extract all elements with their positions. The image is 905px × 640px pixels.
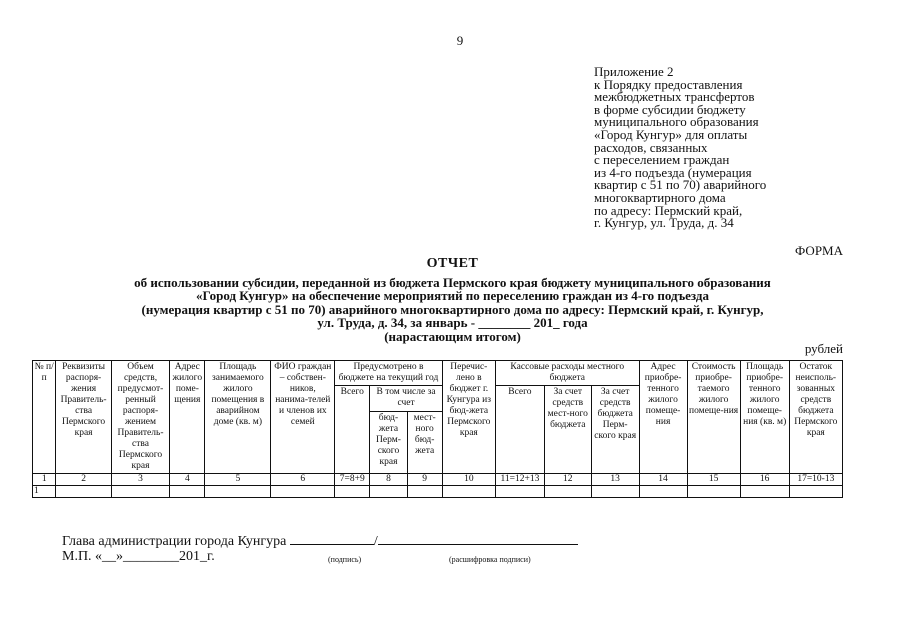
decoding-caption: (расшифровка подписи) (449, 555, 531, 564)
signature-caption: (подпись) (328, 555, 362, 564)
column-number: 1 (33, 474, 56, 486)
header-row (33, 361, 843, 386)
header-cell: Перечис-лено в бюджет г. Кунгура из бюд-жета Пермского края (442, 361, 495, 474)
table-cell (591, 486, 639, 498)
column-number: 9 (407, 474, 442, 486)
appendix-line: «Город Кунгур» для оплаты (594, 126, 748, 142)
header-cell: Реквизиты распоря-жения Правитель-ства Пермского края (56, 361, 111, 474)
header-cell: ФИО граждан – собствен-ников, нанима-телей и членов их семей (271, 361, 335, 474)
table-cell (639, 486, 687, 498)
appendix-line: с переселением граждан (594, 152, 730, 168)
column-number: 5 (205, 474, 271, 486)
table-cell (111, 486, 170, 498)
header-cell: Адрес приобре-тенного жилого помеще-ния (639, 361, 687, 474)
header-group-cash: Кассовые расходы местного бюджета (495, 361, 639, 386)
appendix-line: муниципального образования (594, 114, 759, 130)
table-row (33, 486, 843, 498)
header-cell: Адрес жилого поме-щения (170, 361, 205, 474)
signature-line (62, 532, 578, 550)
column-number: 15 (687, 474, 740, 486)
signature-separator: / (373, 534, 378, 549)
appendix-block (594, 66, 766, 230)
header-cell: За счет средств мест-ного бюджета (544, 386, 591, 474)
report-subtitle-line: (нарастающим итогом) (384, 328, 521, 344)
report-title: ОТЧЕТ (426, 256, 479, 271)
report-subtitle (0, 276, 905, 343)
table-cell (442, 486, 495, 498)
header-cell: бюд-жета Перм-ского края (370, 412, 407, 474)
units-label: рублей (804, 341, 843, 356)
report-subtitle-line: (нумерация квартир с 51 по 70) аварийного многоквартирного дома по адресу: Пермский край, г. Кунгур, (141, 301, 764, 317)
column-number: 12 (544, 474, 591, 486)
header-cell: Площадь приобре-тенного жилого помеще-ния (кв. м) (740, 361, 789, 474)
header-cell: Стоимость приобре-таемого жилого помеще-ния (687, 361, 740, 474)
header-cell: Всего (495, 386, 544, 474)
column-number: 11=12+13 (495, 474, 544, 486)
header-cell: За счет средств бюджета Перм-ского края (591, 386, 639, 474)
signature-blank[interactable] (290, 532, 374, 545)
column-number: 14 (639, 474, 687, 486)
appendix-line: межбюджетных трансфертов (594, 89, 755, 105)
forma-label: ФОРМА (795, 243, 843, 258)
table-cell (205, 486, 271, 498)
column-number: 4 (170, 474, 205, 486)
appendix-line: Приложение 2 (594, 64, 674, 79)
table-cell (407, 486, 442, 498)
table-cell (335, 486, 370, 498)
column-number: 8 (370, 474, 407, 486)
header-group-budget: Предусмотрено в бюджете на текущий год (335, 361, 442, 386)
column-number: 6 (271, 474, 335, 486)
appendix-line: расходов, связанных (594, 139, 708, 155)
table-cell (56, 486, 111, 498)
appendix-line: по адресу: Пермский край, (594, 202, 743, 218)
column-number: 17=10-13 (789, 474, 842, 486)
page-number: 9 (456, 33, 464, 48)
table-cell (740, 486, 789, 498)
table-cell (789, 486, 842, 498)
header-cell: Площадь занимаемого жилого помещения в аварийном доме (кв. м) (205, 361, 271, 474)
appendix-line: в форме субсидии бюджету (594, 101, 746, 117)
row-number: 1 (33, 486, 56, 498)
column-number: 13 (591, 474, 639, 486)
report-subtitle-line: об использовании субсидии, переданной из бюджета Пермского края бюджету муниципального образования (134, 275, 771, 290)
column-number-row (33, 474, 843, 486)
header-cell: Всего (335, 386, 370, 474)
column-number: 10 (442, 474, 495, 486)
appendix-line: г. Кунгур, ул. Труда, д. 34 (594, 215, 734, 231)
header-group-incl: В том числе за счет (370, 386, 442, 412)
column-number: 2 (56, 474, 111, 486)
table-cell (687, 486, 740, 498)
column-number: 7=8+9 (335, 474, 370, 486)
table-cell (495, 486, 544, 498)
report-subtitle-line: «Город Кунгур» на обеспечение мероприятий по переселению граждан из 4-го подъезда (196, 288, 709, 304)
report-subtitle-line: ул. Труда, д. 34, за январь - ________ 201_ года (317, 315, 588, 331)
header-cell: Объем средств, предусмот-ренный распоря-жением Правитель-ства Пермского края (111, 361, 170, 474)
decoding-blank[interactable] (378, 532, 578, 545)
appendix-line: из 4-го подъезда (нумерация (594, 164, 752, 180)
report-table (32, 360, 843, 498)
header-cell: № п/п (33, 361, 56, 474)
table-cell (170, 486, 205, 498)
signatory-title: Глава администрации города Кунгура (62, 534, 287, 549)
seal-date-line: М.П. «__»________201_г. (62, 549, 215, 564)
column-number: 16 (740, 474, 789, 486)
header-cell: Остаток неисполь-зованных средств бюджета Пермского края (789, 361, 842, 474)
appendix-line: к Порядку предоставления (594, 76, 743, 92)
table-cell (271, 486, 335, 498)
appendix-line: квартир с 51 по 70) аварийного (594, 177, 767, 193)
appendix-line: многоквартирного дома (594, 189, 726, 205)
header-cell: мест-ного бюд-жета (407, 412, 442, 474)
table-cell (544, 486, 591, 498)
table-cell (370, 486, 407, 498)
column-number: 3 (111, 474, 170, 486)
